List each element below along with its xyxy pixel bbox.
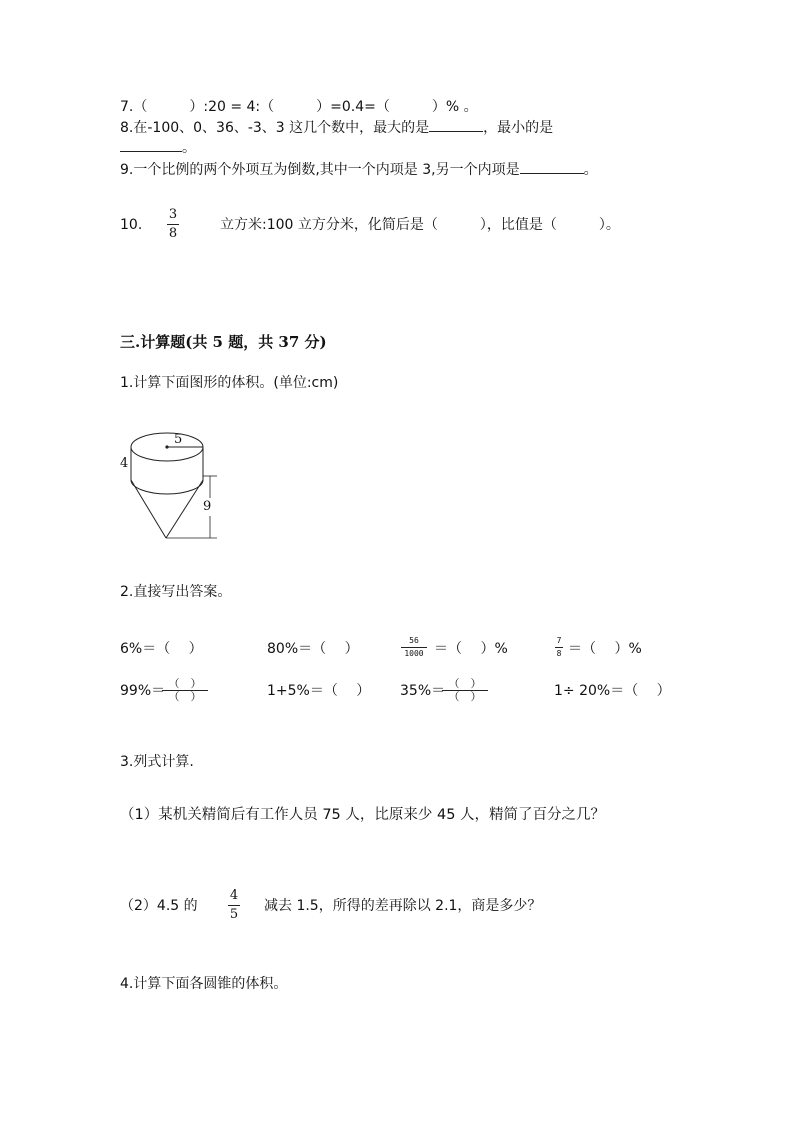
question-8-text-a: 8.在-100、0、36、-3、3 这几个数中，最大的是 xyxy=(120,120,430,136)
fraction-denominator: 1000 xyxy=(404,649,424,658)
question-10-fraction xyxy=(166,207,180,242)
calc-1-plus-5-percent: 1+5%＝（ ） xyxy=(267,683,371,699)
fraction-7-over-8 xyxy=(554,636,564,659)
answer-blank[interactable] xyxy=(120,151,182,152)
answer-blank[interactable] xyxy=(520,173,584,174)
fraction-denominator: （ ） xyxy=(448,690,482,703)
calc-6-percent: 6%＝（ ） xyxy=(120,641,203,657)
question-9-text-a: 9.一个比例的两个外项互为倒数,其中一个内项是 3,另一个内项是 xyxy=(120,162,520,178)
question-8 xyxy=(120,119,553,137)
question-3-2-pre: （2）4.5 的 xyxy=(120,898,198,914)
question-4: 4.计算下面各圆锥的体积。 xyxy=(120,976,288,992)
fraction-numerator: 4 xyxy=(229,888,239,903)
question-7: 7.（ ）:20 = 4:（ ）=0.4=（ ）% 。 xyxy=(120,99,478,115)
fraction-denominator: （ ） xyxy=(168,690,202,703)
fraction-blank-35[interactable] xyxy=(442,678,488,703)
calc-35-percent: 35%＝ xyxy=(400,683,446,699)
question-9 xyxy=(120,161,598,179)
question-8-continued xyxy=(120,139,196,157)
question-9-text-b: 。 xyxy=(583,162,598,178)
calc-1-div-20-percent: 1÷ 20%＝（ ） xyxy=(554,683,671,699)
fraction-denominator: 8 xyxy=(556,649,562,658)
question-3-2-post: 减去 1.5，所得的差再除以 2.1，商是多少？ xyxy=(264,898,542,914)
question-8-text-b: ，最小的是 xyxy=(483,120,554,136)
question-10-number: 10. xyxy=(120,217,143,233)
calc-80-percent: 80%＝（ ） xyxy=(267,641,359,657)
calc-7-over-8-tail: ＝（ ）% xyxy=(568,641,642,657)
fraction-numerator: 3 xyxy=(168,207,178,222)
fraction-denominator: 5 xyxy=(229,907,239,922)
calc-99-percent: 99%＝ xyxy=(120,683,166,699)
question-2: 2.直接写出答案。 xyxy=(120,584,232,600)
question-10-text: 立方米:100 立方分米，化简后是（ ），比值是（ ）。 xyxy=(220,217,620,233)
fraction-numerator: （ ） xyxy=(168,677,202,690)
cone-height-label: 9 xyxy=(203,499,212,514)
cylinder-height-label: 4 xyxy=(120,456,129,471)
fraction-blank-99[interactable] xyxy=(162,678,208,703)
answer-blank[interactable] xyxy=(429,131,483,132)
fraction-numerator: 56 xyxy=(409,636,419,645)
question-3: 3.列式计算. xyxy=(120,754,194,770)
calc-56-over-1000-tail: ＝（ ）% xyxy=(434,641,508,657)
fraction-numerator: （ ） xyxy=(448,677,482,690)
fraction-denominator: 8 xyxy=(168,226,178,241)
question-1: 1.计算下面图形的体积。(单位:cm) xyxy=(120,375,339,391)
fraction-numerator: 7 xyxy=(556,636,562,645)
question-8-text-c: 。 xyxy=(182,140,196,156)
fraction-56-over-1000 xyxy=(400,636,428,659)
cylinder-cone-figure xyxy=(115,420,225,545)
question-3-2-fraction xyxy=(227,888,241,923)
question-3-1: （1）某机关精简后有工作人员 75 人，比原来少 45 人，精简了百分之几？ xyxy=(120,807,606,823)
radius-label: 5 xyxy=(174,432,183,447)
section-heading: 三.计算题(共 5 题，共 37 分) xyxy=(120,333,327,351)
